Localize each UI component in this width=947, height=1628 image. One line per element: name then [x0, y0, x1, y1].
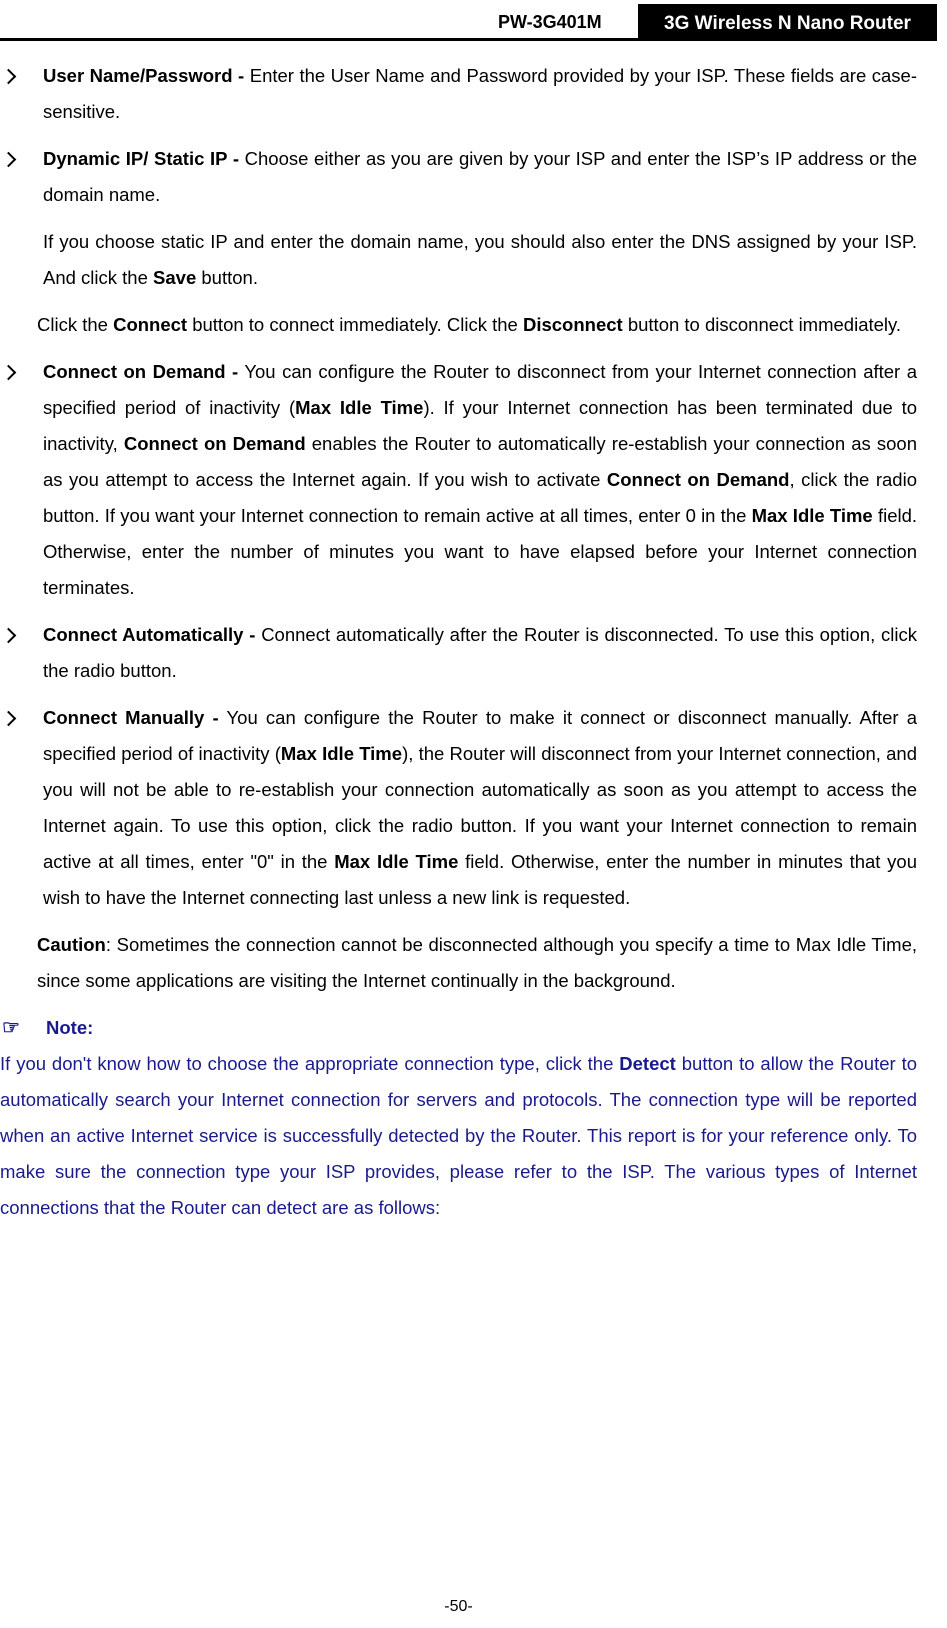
keyword: Max Idle Time	[295, 397, 424, 418]
note-body	[0, 1046, 917, 1226]
page-header	[0, 0, 937, 41]
arrow-bullet-icon	[0, 141, 20, 177]
header-model: PW-3G401M	[498, 12, 602, 32]
item-connect-manually	[0, 700, 917, 916]
detect-keyword: Detect	[619, 1053, 676, 1074]
description: Enter the User Name and Password provided by your ISP. These fields are case-sensitive.	[43, 65, 917, 122]
keyword: Connect on Demand	[606, 469, 790, 490]
text: button to connect immediately. Click the	[187, 314, 523, 335]
keyword: Connect on Demand	[123, 433, 306, 454]
term: Dynamic IP/ Static IP -	[43, 148, 239, 169]
text: Click the	[37, 314, 114, 335]
header-product: 3G Wireless N Nano Router	[638, 4, 937, 40]
connect-keyword: Connect	[113, 314, 188, 335]
term: Connect Manually -	[43, 707, 219, 728]
text: , click the radio button. If you want your Internet connection to remain active at all times, enter 0 in the	[43, 469, 917, 526]
item-dynamic-ip	[0, 141, 917, 213]
description: Choose either as you are given by your ISP and enter the ISP’s IP address or the domain name.	[43, 148, 917, 205]
term: Connect on Demand -	[43, 361, 239, 382]
note-label: Note:	[46, 1017, 94, 1038]
term: User Name/Password -	[43, 65, 245, 86]
text: If you don't know how to choose the appropriate connection type, click the	[0, 1053, 620, 1074]
text: button.	[196, 267, 258, 288]
text: field. Otherwise, enter the number of minutes you want to have elapsed before your Internet connection terminates.	[43, 505, 918, 598]
static-ip-note	[0, 224, 917, 296]
keyword: Max Idle Time	[280, 743, 403, 764]
arrow-bullet-icon	[0, 617, 20, 653]
keyword: Max Idle Time	[334, 851, 459, 872]
text: You can configure the Router to disconnect from your Internet connection after a specified period of inactivity (	[43, 361, 917, 418]
arrow-bullet-icon	[0, 354, 20, 390]
connect-paragraph	[0, 307, 917, 343]
note-heading	[0, 1010, 917, 1046]
item-connect-automatically	[0, 617, 917, 689]
text: ). If your Internet connection has been terminated due to inactivity,	[43, 397, 918, 454]
save-keyword: Save	[153, 267, 197, 288]
page-number: -50-	[444, 1598, 473, 1615]
item-user-name	[0, 58, 917, 130]
text: button to disconnect immediately.	[622, 314, 902, 335]
page-content	[0, 58, 917, 1226]
text: You can configure the Router to make it connect or disconnect manually. After a specified period of inactivity (	[43, 707, 917, 764]
text: : Sometimes the connection cannot be disconnected although you specify a time to Max Idle Time, since some applications are visiting the Internet continually in the background.	[37, 934, 917, 991]
arrow-bullet-icon	[0, 700, 20, 736]
item-connect-on-demand	[0, 354, 917, 606]
disconnect-keyword: Disconnect	[522, 314, 623, 335]
term: Connect Automatically -	[43, 624, 256, 645]
keyword: Max Idle Time	[751, 505, 873, 526]
text: button to allow the Router to automatically search your Internet connection for servers and protocols. The connection type will be reported when an active Internet service is successfully detected by the Router. This report is for your reference only. To make sure the connection type your ISP provides, please refer to the ISP. The various types of Internet connections that the Router can detect are as follows:	[0, 1053, 917, 1218]
arrow-bullet-icon	[0, 58, 20, 94]
text: ), the Router will disconnect from your Internet connection, and you will not be able to re-establish your connection automatically as soon as you attempt to access the Internet again. To use this option, click the radio button. If you want your Internet connection to remain active at all times, enter "0" in the	[43, 743, 918, 872]
text: enables the Router to automatically re-establish your connection as soon as you attempt to access the Internet again. If you wish to activate	[43, 433, 917, 490]
text: field. Otherwise, enter the number in minutes that you wish to have the Internet connecting last unless a new link is requested.	[43, 851, 918, 908]
text: If you choose static IP and enter the domain name, you should also enter the DNS assigned by your ISP. And click the	[43, 231, 917, 288]
pointing-hand-icon: ☞	[2, 1017, 20, 1039]
caution-label: Caution	[37, 934, 106, 955]
caution-paragraph	[0, 927, 917, 999]
description: Connect automatically after the Router is disconnected. To use this option, click the radio button.	[43, 624, 918, 681]
